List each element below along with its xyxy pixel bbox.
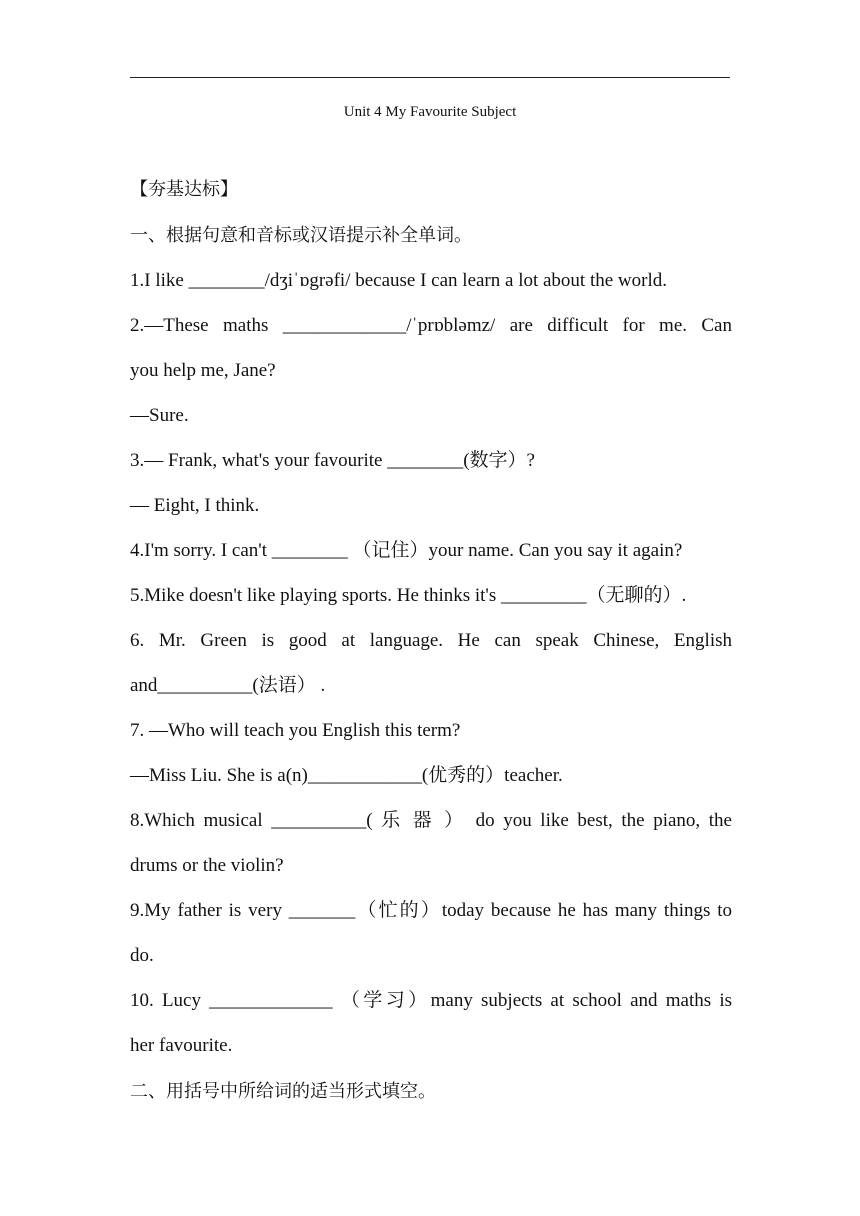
exercise-line: you help me, Jane? xyxy=(130,360,276,381)
exercise-line: 10. Lucy _____________ （学习）many subjects at school and maths is xyxy=(130,990,732,1011)
exercise-line: — Eight, I think. xyxy=(130,495,260,516)
exercise-line: —Miss Liu. She is a(n)____________(优秀的）teacher. xyxy=(130,765,563,786)
exercise-line: 7. —Who will teach you English this term? xyxy=(130,720,461,741)
exercise-line: 1.I like ________/dʒiˈɒgrəfi/ because I can learn a lot about the world. xyxy=(130,270,668,291)
exercise-line: do. xyxy=(130,945,154,966)
exercise-line: 4.I'm sorry. I can't ________ （记住）your name. Can you say it again? xyxy=(130,540,683,561)
part2-title: 二、用括号中所给词的适当形式填空。 xyxy=(130,1081,436,1102)
exercise-line: 2.—These maths _____________/ˈprɒbləmz/ are difficult for me. Can xyxy=(130,315,732,336)
exercise-line: drums or the violin? xyxy=(130,855,284,876)
header-rule xyxy=(130,77,730,78)
section-label: 【夯基达标】 xyxy=(130,179,238,200)
exercise-line: 6. Mr. Green is good at language. He can speak Chinese, English xyxy=(130,630,732,651)
exercise-line: 5.Mike doesn't like playing sports. He thinks it's _________（无聊的）. xyxy=(130,585,687,606)
exercise-line: —Sure. xyxy=(130,405,189,426)
exercise-line: 8.Which musical __________( 乐 器 ） do you like best, the piano, the xyxy=(130,810,732,831)
exercise-line: 9.My father is very _______（忙的）today because he has many things to xyxy=(130,900,732,921)
page-header: Unit 4 My Favourite Subject xyxy=(343,104,517,120)
exercise-line: and__________(法语） . xyxy=(130,675,326,696)
exercise-line: her favourite. xyxy=(130,1035,233,1056)
part1-title: 一、根据句意和音标或汉语提示补全单词。 xyxy=(130,225,472,246)
exercise-line: 3.— Frank, what's your favourite ________(数字）? xyxy=(130,450,535,471)
